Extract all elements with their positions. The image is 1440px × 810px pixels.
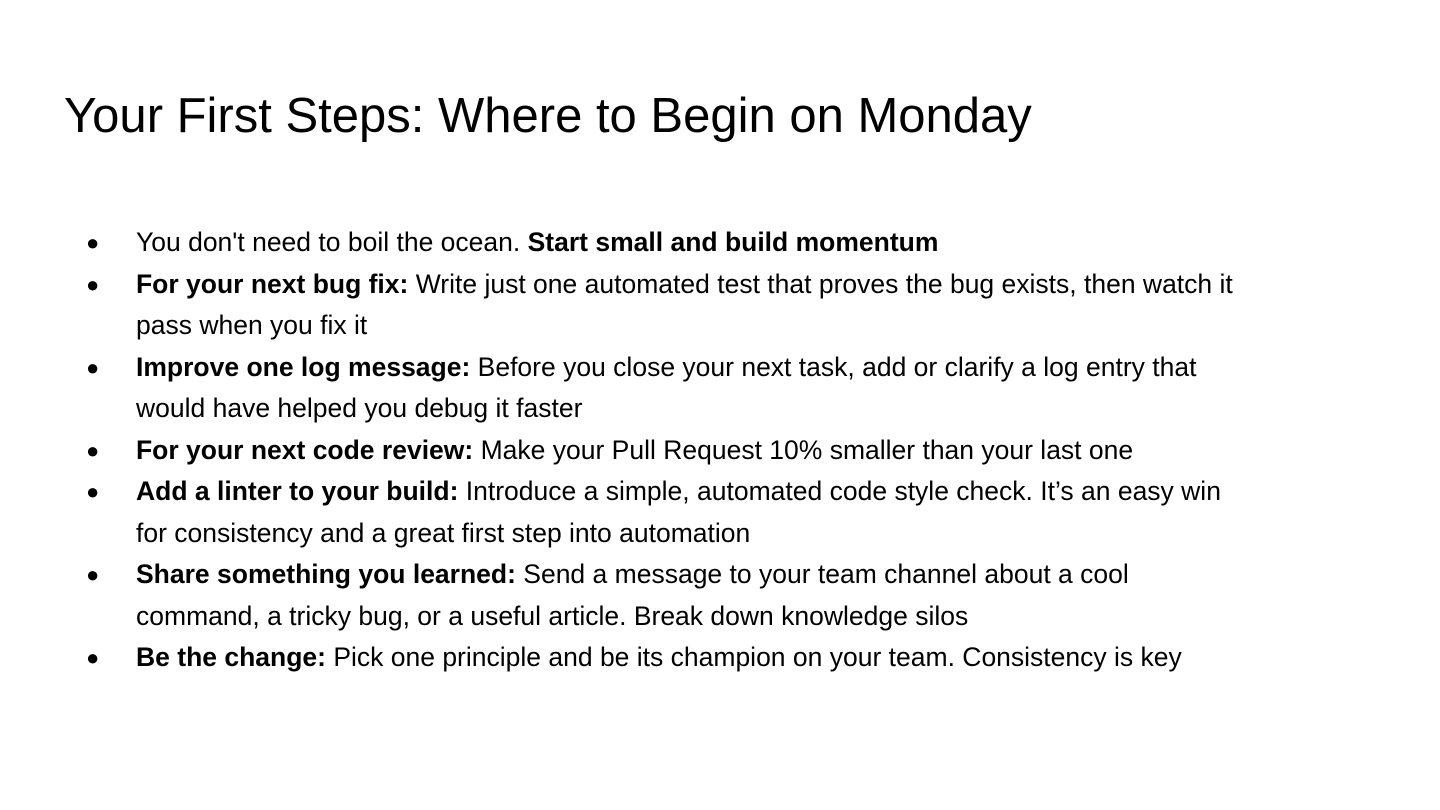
bullet-dot: ●: [86, 354, 100, 380]
bullet-dot: ●: [86, 271, 100, 297]
bullet-body: Introduce a simple, automated code style check. It’s an easy win for consistency and a great first step into automation: [136, 476, 1221, 548]
bullet-body: Write just one automated test that proves the bug exists, then watch it pass when you fix it: [136, 268, 1233, 340]
bullet-lead: For your next bug fix:: [136, 268, 409, 299]
bullet-item: [86, 554, 1246, 637]
bullet-item: [86, 347, 1246, 430]
bullet-item: [86, 471, 1246, 554]
bullet-lead: Add a linter to your build:: [136, 476, 459, 506]
bullet-text: [136, 264, 1246, 347]
bullet-body: Pick one principle and be its champion on your team. Consistency is key: [325, 642, 1182, 672]
bullet-dot: ●: [86, 479, 100, 504]
bullet-text: [136, 222, 1246, 264]
bullet-lead: Be the change:: [136, 642, 326, 672]
bullet-lead: For your next code review:: [136, 434, 474, 465]
bullet-text: [136, 554, 1246, 637]
bullet-body: Make your Pull Request 10% smaller than your last one: [473, 434, 1134, 465]
bullet-text: [136, 637, 1246, 679]
bullet-text: [136, 430, 1246, 472]
bullet-dot: ●: [86, 562, 100, 587]
bullet-text: [136, 471, 1246, 554]
bullet-dot: ●: [86, 437, 100, 463]
bullet-lead: Share something you learned:: [136, 559, 516, 589]
bullet-emphasis: Start small and build momentum: [527, 227, 939, 257]
bullet-item: [86, 430, 1246, 472]
bullet-dot: ●: [86, 645, 100, 670]
bullet-body: Send a message to your team channel about a cool command, a tricky bug, or a useful article. Break down knowledge silos: [136, 559, 1129, 631]
bullet-body: Before you close your next task, add or clarify a log entry that would have helped you debug it faster: [136, 351, 1197, 423]
bullet-item: [86, 222, 1246, 264]
bullet-dot: ●: [86, 230, 100, 255]
bullet-item: [86, 637, 1246, 679]
bullet-body: You don't need to boil the ocean.: [136, 227, 528, 257]
bullet-item: [86, 264, 1246, 347]
bullet-lead: Improve one log message:: [136, 351, 471, 382]
slide-title: Your First Steps: Where to Begin on Monday: [64, 89, 1032, 143]
bullet-text: [136, 347, 1246, 430]
bullet-list: [86, 222, 1246, 679]
